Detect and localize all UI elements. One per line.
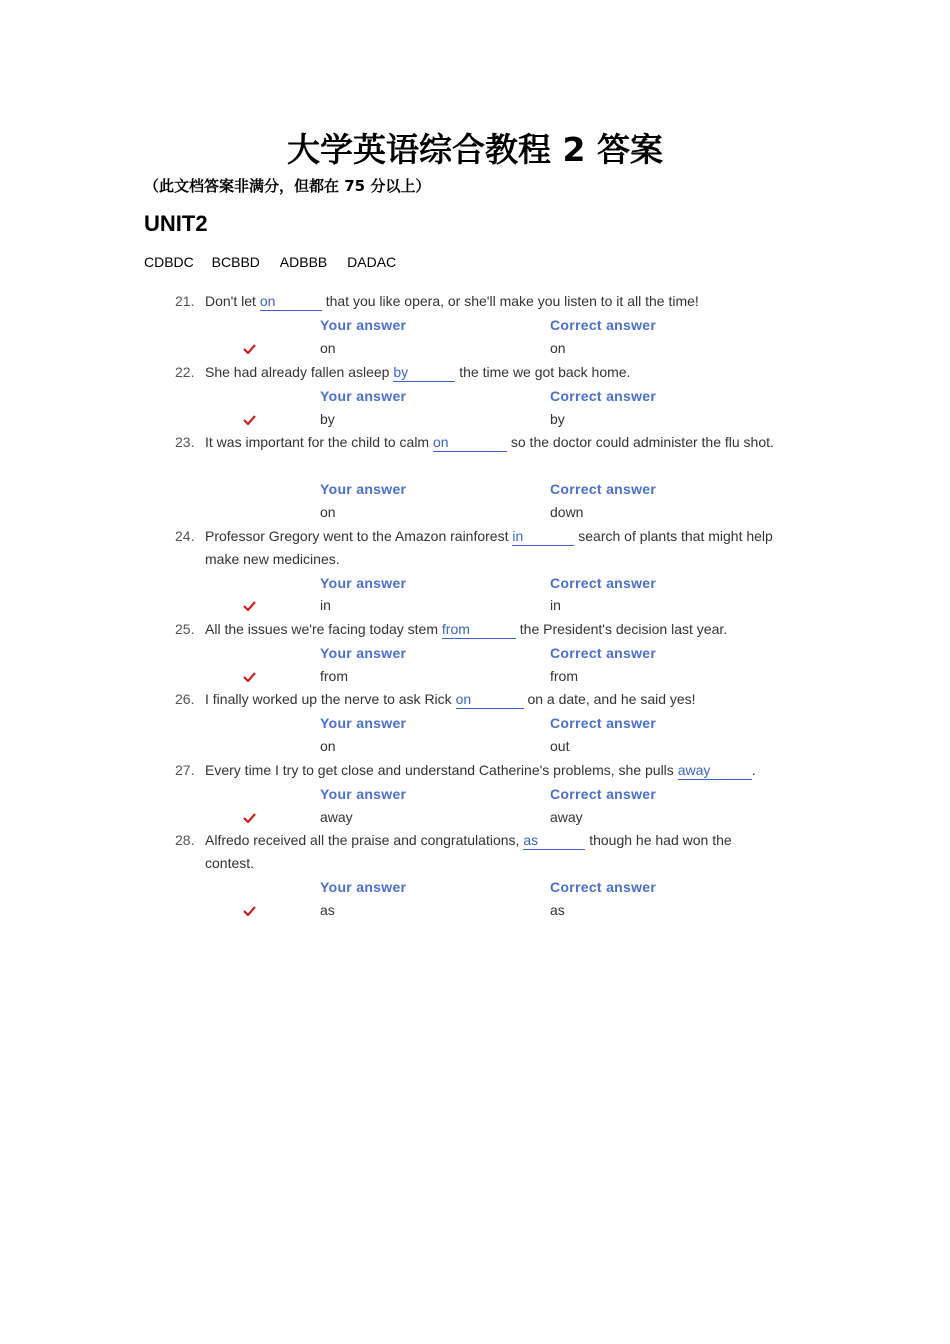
question-text-before: It was important for the child to calm <box>205 434 433 450</box>
question-number: 27. <box>175 762 195 778</box>
your-answer-value: on <box>320 504 336 520</box>
correct-answer-header: Correct answer <box>550 317 657 333</box>
checkmark-icon <box>243 672 256 682</box>
correct-answer-value: by <box>550 411 565 427</box>
correct-answer-header: Correct answer <box>550 481 657 497</box>
question-number: 21. <box>175 293 195 309</box>
question-number: 24. <box>175 528 195 544</box>
answer-blank: away <box>678 762 752 780</box>
question-text-after: search of plants that might help make new medicines. <box>205 528 773 567</box>
correct-answer-value: on <box>550 340 566 356</box>
your-answer-header: Your answer <box>320 575 407 591</box>
correct-answer-value: in <box>550 597 561 613</box>
mc-answer-group: BCBBD <box>211 254 260 270</box>
question-text-before: Don't let <box>205 293 260 309</box>
correct-answer-header: Correct answer <box>550 645 657 661</box>
your-answer-header: Your answer <box>320 715 407 731</box>
question-text-before: Every time I try to get close and understand Catherine's problems, she pulls <box>205 762 678 778</box>
checkmark-icon <box>243 415 256 425</box>
your-answer-header: Your answer <box>320 786 407 802</box>
your-answer-value: as <box>320 902 335 918</box>
question-text-before: I finally worked up the nerve to ask Rick <box>205 691 456 707</box>
correct-answer-value: out <box>550 738 570 754</box>
correct-answer-value: as <box>550 902 565 918</box>
answer-blank: on <box>456 691 524 709</box>
correct-answer-header: Correct answer <box>550 715 657 731</box>
mc-answer-group: CDBDC <box>144 254 194 270</box>
checkmark-icon <box>243 344 256 354</box>
your-answer-header: Your answer <box>320 879 407 895</box>
correct-answer-value: away <box>550 809 583 825</box>
correct-answer-header: Correct answer <box>550 575 657 591</box>
answer-blank: in <box>512 528 574 546</box>
answer-blank: as <box>523 832 585 850</box>
question-text-after: so the doctor could administer the flu shot. <box>506 434 774 450</box>
your-answer-value: by <box>320 411 335 427</box>
correct-answer-value: from <box>550 668 578 684</box>
question-text <box>205 525 775 571</box>
question-text-after: though he had won the contest. <box>205 832 732 871</box>
correct-answer-header: Correct answer <box>550 879 657 895</box>
your-answer-value: away <box>320 809 353 825</box>
answer-blank: from <box>442 621 516 639</box>
correct-answer-header: Correct answer <box>550 786 657 802</box>
question-text <box>205 688 775 711</box>
checkmark-icon <box>243 813 256 823</box>
question-text-after: on a date, and he said yes! <box>523 691 696 707</box>
your-answer-header: Your answer <box>320 481 407 497</box>
unit-heading: UNIT2 <box>144 211 208 236</box>
question-text <box>205 431 775 454</box>
question-text-after: the President's decision last year. <box>515 621 728 637</box>
question-text <box>205 361 775 384</box>
question-text-after: the time we got back home. <box>455 364 631 380</box>
your-answer-value: in <box>320 597 331 613</box>
question-text <box>205 829 775 875</box>
correct-answer-header: Correct answer <box>550 388 657 404</box>
question-number: 28. <box>175 832 195 848</box>
your-answer-value: on <box>320 738 336 754</box>
answer-blank: by <box>393 364 455 382</box>
mc-answer-group: ADBBB <box>279 254 328 270</box>
subtitle-note: （此文档答案非满分，但都在 75 分以上） <box>144 177 431 195</box>
checkmark-icon <box>243 906 256 916</box>
answer-blank: on <box>433 434 507 452</box>
question-text <box>205 759 805 782</box>
question-number: 25. <box>175 621 195 637</box>
question-text-after: . <box>751 762 756 778</box>
your-answer-value: on <box>320 340 336 356</box>
question-text-after: that you like opera, or she'll make you listen to it all the time! <box>321 293 699 309</box>
question-number: 26. <box>175 691 195 707</box>
question-text <box>205 618 775 641</box>
question-text-before: Alfredo received all the praise and congratulations, <box>205 832 524 848</box>
answer-blank: on <box>260 293 322 311</box>
your-answer-value: from <box>320 668 348 684</box>
page-title: 大学英语综合教程 2 答案 <box>287 130 663 169</box>
question-text-before: All the issues we're facing today stem <box>205 621 442 637</box>
your-answer-header: Your answer <box>320 317 407 333</box>
question-text-before: She had already fallen asleep <box>205 364 394 380</box>
your-answer-header: Your answer <box>320 388 407 404</box>
mc-answer-group: DADAC <box>347 254 397 270</box>
question-number: 22. <box>175 364 195 380</box>
question-number: 23. <box>175 434 195 450</box>
multiple-choice-answers <box>144 252 412 272</box>
correct-answer-value: down <box>550 504 584 520</box>
checkmark-icon <box>243 601 256 611</box>
your-answer-header: Your answer <box>320 645 407 661</box>
question-text-before: Professor Gregory went to the Amazon rainforest <box>205 528 513 544</box>
question-text <box>205 290 775 313</box>
